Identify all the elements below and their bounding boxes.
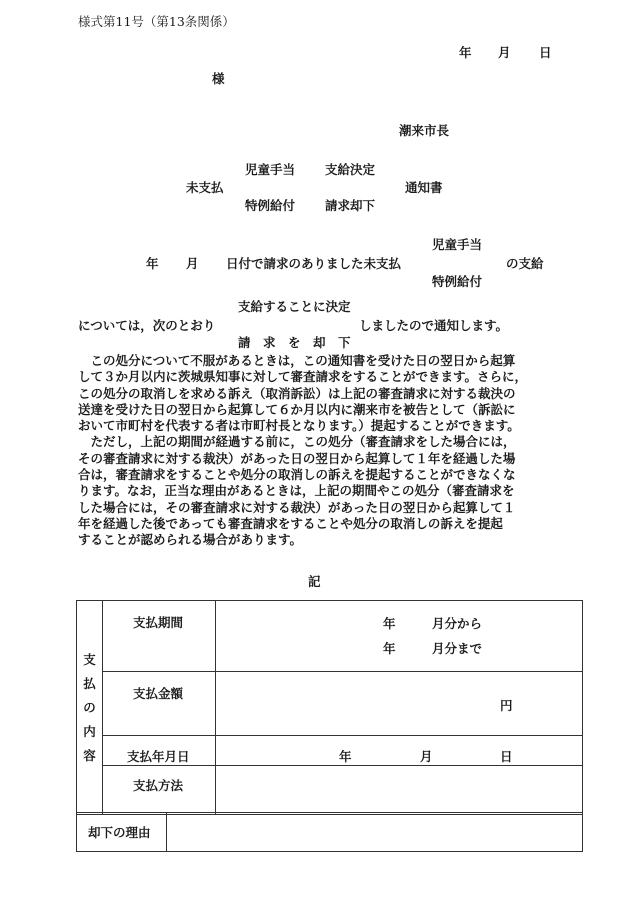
paragraph-line: その審査請求に対する裁決）があった日の翌日から起算して１年を経過した場	[78, 450, 516, 466]
rejection-reason-value[interactable]	[167, 813, 583, 852]
paragraph-line: した場合には，その審査請求に対する裁決）があった日の翌日から起算して１	[78, 499, 516, 515]
body-text: 日付で請求のありました未支払	[226, 256, 402, 271]
decision-prefix: については，次のとおり	[78, 318, 216, 333]
date-year: 年	[459, 45, 472, 60]
paragraph-line: ただし，上記の期間が経過する前に，この処分（審査請求をした場合には，	[78, 434, 516, 450]
payment-method-label: 支払方法	[103, 766, 216, 815]
paragraph-line: おいて市町村を代表する者は市町村長となります。）提起することができます。	[78, 418, 520, 434]
paragraph-line: この処分の取消しを求める訴え（取消訴訟）は上記の審査請求に対する裁決の	[78, 385, 516, 401]
paragraph-line: ります。なお，正当な理由があるときは，上記の期間やこの処分（審査請求を	[78, 483, 515, 499]
date-day: 日	[539, 45, 552, 60]
payment-date-value[interactable]: 年 月 日	[216, 736, 583, 766]
payment-contents-label: 支 払 の 内 容	[77, 601, 103, 815]
paragraph-line: この処分について不服があるときは，この通知書を受けた日の翌日から起算	[78, 353, 516, 368]
body-year: 年	[146, 256, 159, 271]
title-unpaid: 未支払	[186, 180, 224, 195]
paragraph-line: 年を経過した後であっても審査請求をすることや処分の取消しの訴えを提起	[78, 515, 503, 531]
instruction-paragraph	[78, 353, 558, 549]
title-child-allowance: 児童手当	[245, 162, 296, 177]
addressee-suffix: 様	[212, 71, 225, 86]
title-notice: 通知書	[405, 180, 443, 195]
decision-suffix: しましたので通知します。	[359, 318, 509, 333]
paragraph-line: 合は，審査請求をすることや処分の取消しの訴えを提起することができなくな	[78, 467, 516, 483]
payment-period-value[interactable]: 年 月分から 年 月分まで	[216, 601, 583, 672]
title-special-benefit: 特例給付	[245, 198, 296, 213]
paragraph-line: して３か月以内に茨城県知事に対して審査請求をすることができます。さらに，	[78, 369, 528, 385]
payment-period-label: 支払期間	[103, 601, 216, 672]
payment-amount-label: 支払金額	[103, 672, 216, 736]
body-month: 月	[186, 256, 199, 271]
form-number: 様式第11号（第13条関係）	[78, 14, 235, 29]
payment-amount-value[interactable]: 円	[216, 672, 583, 736]
payment-date-label: 支払年月日	[103, 736, 216, 766]
title-claim-rejection: 請求却下	[325, 198, 376, 213]
rejection-reason-label: 却下の理由	[77, 813, 167, 852]
ki-heading: 記	[308, 574, 321, 589]
title-payment-decision: 支給決定	[325, 162, 376, 177]
issuer: 潮来市長	[399, 123, 450, 138]
payment-details-table	[76, 600, 583, 815]
decision-payment: 支給することに決定	[238, 299, 351, 314]
decision-rejection: 請 求 を 却 下	[238, 335, 351, 350]
body-special-benefit: 特例給付	[432, 274, 483, 289]
paragraph-line: 送達を受けた日の翌日から起算して６か月以内に潮来市を被告として（訴訟に	[78, 401, 516, 417]
body-suffix: の支給	[506, 256, 544, 271]
payment-method-value[interactable]	[216, 766, 583, 815]
date-month: 月	[498, 45, 511, 60]
rejection-reason-table	[76, 812, 583, 852]
body-child-allowance: 児童手当	[432, 237, 483, 252]
paragraph-line: することが認められる場合があります。	[78, 532, 303, 548]
